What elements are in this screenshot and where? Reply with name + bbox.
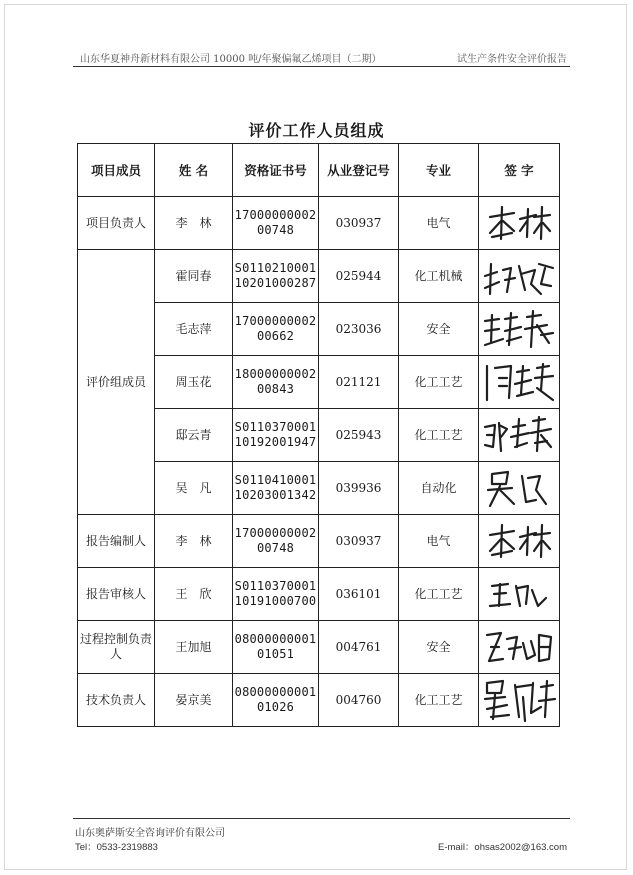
reg-cell: 021121 — [319, 356, 399, 409]
cert-cell — [233, 409, 319, 462]
cert-line-2: 00662 — [256, 329, 295, 343]
handwritten-signature-image — [481, 307, 557, 351]
name-cell: 吴 凡 — [155, 462, 233, 515]
col-header-name: 姓 名 — [155, 144, 233, 197]
cert-line-1: S0110410001 — [234, 473, 317, 487]
cert-line-1: 18000000002 — [234, 367, 317, 381]
table-row — [78, 197, 560, 250]
signature-cell — [479, 250, 560, 303]
cert-line-1: 17000000002 — [234, 314, 317, 328]
role-cell: 过程控制负责人 — [78, 621, 155, 674]
major-cell: 安全 — [399, 621, 479, 674]
major-cell: 自动化 — [399, 462, 479, 515]
table-row — [78, 250, 560, 303]
cert-line-2: 10203001342 — [234, 488, 317, 502]
name-cell: 周玉花 — [155, 356, 233, 409]
handwritten-signature-image — [486, 576, 552, 612]
handwritten-signature-image — [481, 627, 557, 667]
reg-cell: 039936 — [319, 462, 399, 515]
name-cell: 王加旭 — [155, 621, 233, 674]
cert-line-2: 01026 — [256, 700, 295, 714]
footer-email: E-mail：ohsas2002@163.com — [438, 842, 567, 853]
reg-cell: 030937 — [319, 197, 399, 250]
table-header-row — [78, 144, 560, 197]
page-title: 评价工作人员组成 — [248, 121, 385, 140]
cert-cell — [233, 303, 319, 356]
handwritten-signature-image — [484, 203, 554, 243]
major-cell: 电气 — [399, 515, 479, 568]
cert-line-2: 00748 — [256, 223, 295, 237]
cert-line-1: S0110370001 — [234, 420, 317, 434]
name-cell: 毛志萍 — [155, 303, 233, 356]
signature-cell — [479, 409, 560, 462]
handwritten-signature-image — [484, 466, 554, 510]
major-cell: 化工工艺 — [399, 568, 479, 621]
name-cell: 李 林 — [155, 197, 233, 250]
table-row — [78, 674, 560, 727]
reg-cell: 025943 — [319, 409, 399, 462]
table-row — [78, 568, 560, 621]
header-divider — [73, 66, 570, 67]
staff-table — [77, 143, 560, 727]
cert-cell — [233, 674, 319, 727]
cert-line-1: 08000000001 — [234, 632, 317, 646]
major-cell: 化工工艺 — [399, 409, 479, 462]
cert-line-1: 17000000002 — [234, 526, 317, 540]
name-cell: 晏京美 — [155, 674, 233, 727]
major-cell: 安全 — [399, 303, 479, 356]
signature-cell — [479, 462, 560, 515]
col-header-signature: 签 字 — [479, 144, 560, 197]
cert-line-1: S0110370001 — [234, 579, 317, 593]
cert-cell — [233, 250, 319, 303]
col-header-role: 项目成员 — [78, 144, 155, 197]
reg-cell: 036101 — [319, 568, 399, 621]
role-cell: 报告编制人 — [78, 515, 155, 568]
major-cell: 电气 — [399, 197, 479, 250]
footer-company: 山东奥萨斯安全咨询评价有限公司 — [75, 828, 225, 839]
cert-cell — [233, 462, 319, 515]
col-header-major: 专业 — [399, 144, 479, 197]
cert-line-2: 10192001947 — [234, 435, 317, 449]
handwritten-signature-image — [481, 677, 557, 723]
handwritten-signature-image — [481, 360, 557, 404]
cert-cell — [233, 515, 319, 568]
cert-line-2: 10191000700 — [234, 594, 317, 608]
cert-cell — [233, 621, 319, 674]
footer-tel: Tel：0533-2319883 — [75, 842, 158, 853]
name-cell: 邸云青 — [155, 409, 233, 462]
signature-cell — [479, 356, 560, 409]
signature-cell — [479, 515, 560, 568]
handwritten-signature-image — [481, 413, 557, 457]
col-header-reg: 从业登记号 — [319, 144, 399, 197]
footer-divider — [73, 818, 570, 819]
signature-cell — [479, 621, 560, 674]
cert-line-2: 10201000287 — [234, 276, 317, 290]
cert-line-1: S0110210001 — [234, 261, 317, 275]
role-cell: 项目负责人 — [78, 197, 155, 250]
reg-cell: 004760 — [319, 674, 399, 727]
cert-line-2: 00843 — [256, 382, 295, 396]
header-report-type: 试生产条件安全评价报告 — [457, 54, 567, 65]
cert-line-2: 01051 — [256, 647, 295, 661]
cert-cell — [233, 356, 319, 409]
major-cell: 化工工艺 — [399, 674, 479, 727]
table-row — [78, 621, 560, 674]
major-cell: 化工工艺 — [399, 356, 479, 409]
table-row — [78, 515, 560, 568]
cert-line-1: 08000000001 — [234, 685, 317, 699]
cert-cell — [233, 568, 319, 621]
role-cell: 报告审核人 — [78, 568, 155, 621]
reg-cell: 025944 — [319, 250, 399, 303]
name-cell: 李 林 — [155, 515, 233, 568]
role-cell: 技术负责人 — [78, 674, 155, 727]
col-header-cert: 资格证书号 — [233, 144, 319, 197]
signature-cell — [479, 568, 560, 621]
handwritten-signature-image — [484, 521, 554, 561]
reg-cell: 004761 — [319, 621, 399, 674]
cert-line-1: 17000000002 — [234, 208, 317, 222]
cert-cell — [233, 197, 319, 250]
name-cell: 霍同春 — [155, 250, 233, 303]
header-project: 山东华夏神舟新材料有限公司 10000 吨/年聚偏氟乙烯项目（二期） — [80, 54, 382, 65]
signature-cell — [479, 197, 560, 250]
major-cell: 化工机械 — [399, 250, 479, 303]
signature-cell — [479, 674, 560, 727]
signature-cell — [479, 303, 560, 356]
role-cell: 评价组成员 — [78, 250, 155, 515]
name-cell: 王 欣 — [155, 568, 233, 621]
reg-cell: 030937 — [319, 515, 399, 568]
reg-cell: 023036 — [319, 303, 399, 356]
cert-line-2: 00748 — [256, 541, 295, 555]
handwritten-signature-image — [481, 254, 557, 298]
